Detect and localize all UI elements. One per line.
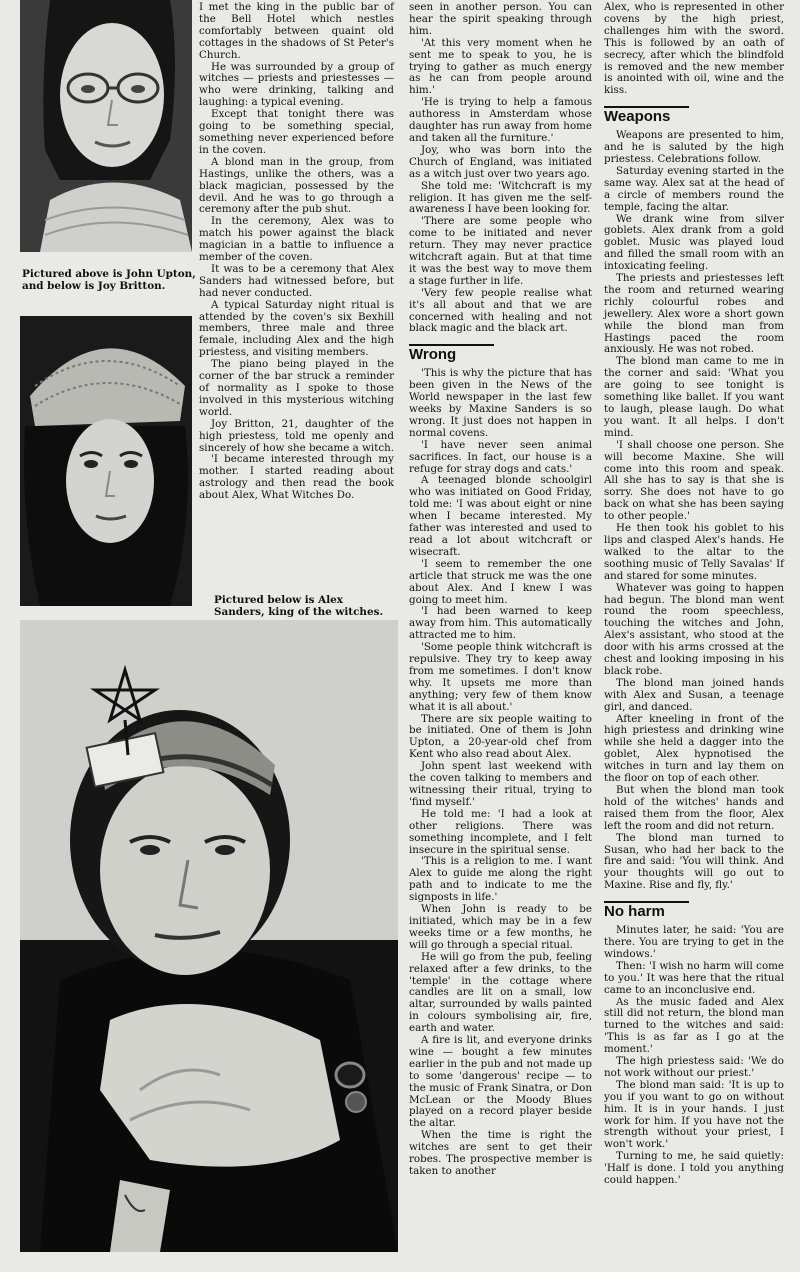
paragraph: 'I have never seen animal sacrifices. In fact, our house is a refuge for stray dogs and cats.' xyxy=(409,438,592,475)
paragraph: 'Some people think witchcraft is repulsive. They try to keep away from me sometimes. I don't know why. It upsets me more than anything; very few of them know what it is all about.' xyxy=(409,641,592,713)
paragraph: 'There are some people who come to be initiated and never return. They may never practice witchcraft again. But at that time it was the best way to move them a stage further in life. xyxy=(409,215,592,287)
paragraph: 'I shall choose one person. She will become Maxine. She will come into this room and speak. All she has to say is that she is sorry. She does not have to go back on what she has been saying to other people.' xyxy=(604,438,784,523)
paragraph: Saturday evening started in the same way. Alex sat at the head of a circle of members round the temple, facing the altar. xyxy=(604,164,784,213)
paragraph: 'I had been warned to keep away from him. This automatically attracted me to him. xyxy=(409,605,592,642)
paragraph: The priests and priestesses left the room and returned wearing richly colourful robes and jewellery. Alex wore a short gown while the blond man from Hastings paced the room anxiously. He was not robed. xyxy=(604,272,784,356)
article-column-3 xyxy=(604,2,784,1187)
paragraph: Then: 'I wish no harm will come to you.' It was here that the ritual came to an inconclusive end. xyxy=(604,959,784,996)
paragraph: 'This is a religion to me. I want Alex to guide me along the right path and to indicate to me the signposts in life.' xyxy=(409,855,592,904)
photo-john-upton xyxy=(20,0,192,252)
paragraph: He will go from the pub, feeling relaxed after a few drinks, to the 'temple' in the cottage where candles are lit on a small, low altar, surrounded by walls painted in colours symbolising air, fire, earth and water. xyxy=(409,950,592,1035)
paragraph: John spent last weekend with the coven talking to members and witnessing their ritual, trying to 'find myself.' xyxy=(409,760,592,808)
paragraph: As the music faded and Alex still did not return, the blond man turned to the witches and said: 'This is as far as I go at the moment.' xyxy=(604,995,784,1056)
caption-sanders: Pictured below is Alex Sanders, king of the witches. xyxy=(214,594,384,619)
paragraph: Joy Britton, 21, daughter of the high priestess, told me openly and sincerely of how she became a witch. xyxy=(199,417,395,454)
paragraph: Whatever was going to happen had begun. The blond man went round the room speechless, touching the witches and John, Alex's assistant, who stood at the door with his arms crossed at the chest and looking imposing in his black robe. xyxy=(604,581,784,677)
article-column-2 xyxy=(409,2,592,1178)
paragraph: A typical Saturday night ritual is attended by the coven's six Bexhill members, three male and three female, including Alex and the high priestess, and visiting members. xyxy=(199,298,394,359)
subheading-weapons: Weapons xyxy=(604,106,689,123)
paragraph: After kneeling in front of the high priestess and drinking wine while she held a dagger into the goblet, Alex hypnotised the witches in turn and lay them on the floor on top of each other. xyxy=(604,712,784,785)
article-column-1 xyxy=(199,2,394,502)
subheading-no-harm: No harm xyxy=(604,901,689,918)
paragraph: 'I became interested through my mother. I started reading about astrology and then read the book about Alex, What Witches Do. xyxy=(199,453,394,502)
paragraph: She told me: 'Witchcraft is my religion. It has given me the self-awareness I have been looking for. xyxy=(409,179,592,216)
paragraph: 'At this very moment when he sent me to speak to you, he is trying to gather as much energy as he can from people around him.' xyxy=(409,36,592,97)
photo-alex-sanders xyxy=(20,620,398,1252)
photo-joy-britton xyxy=(20,316,192,606)
paragraph: The blond man came to me in the corner and said: 'What you are going to see tonight is something like ballet. If you want to laugh, please laugh. Do what you want. It all helps. I don't mind. xyxy=(604,355,784,439)
paragraph: A fire is lit, and everyone drinks wine — bought a few minutes earlier in the pub and not made up to some 'dangerous' recipe — to the music of Frank Sinatra, or Don McLean or the Moody Blues played on a record player beside the altar. xyxy=(409,1034,592,1130)
paragraph: Alex, who is represented in other covens by the high priest, challenges him with the sword. This is followed by an oath of secrecy, after which the blindfold is removed and the new member is anointed with oil, wine and the kiss. xyxy=(604,1,784,97)
paragraph: It was to be a ceremony that Alex Sanders had witnessed before, but had never conducted. xyxy=(199,262,394,299)
paragraph: Weapons are presented to him, and he is saluted by the high priestess. Celebrations follow. xyxy=(604,129,784,165)
paragraph: A teenaged blonde schoolgirl who was initiated on Good Friday, told me: 'I was about eight or nine when I became interested. My father was interested and used to read a lot about witchcraft or wisecraft. xyxy=(409,474,592,558)
woman-with-glasses-image xyxy=(20,0,192,252)
paragraph: But when the blond man took hold of the witches' hands and raised them from the floor, Alex left the room and did not return. xyxy=(604,784,784,832)
paragraph: There are six people waiting to be initiated. One of them is John Upton, a 20-year-old chef from Kent who also read about Alex. xyxy=(409,712,592,761)
paragraph: In the ceremony, Alex was to match his power against the black magician in a battle to influence a member of the coven. xyxy=(199,215,394,264)
paragraph: Except that tonight there was going to be something special, something never experienced before in the coven. xyxy=(199,108,394,156)
subheading-wrong: Wrong xyxy=(409,344,494,361)
paragraph: The blond man said: 'It is up to you if you want to go on without him. It is in your hands. I just work for him. If you have not the strength without your priest, I won't work.' xyxy=(604,1078,784,1151)
woman-in-knitted-hat-image xyxy=(20,316,192,606)
paragraph: 'I seem to remember the one article that struck me was the one about Alex. And I knew I was going to meet him. xyxy=(409,557,592,606)
paragraph: The high priestess said: 'We do not work without our priest.' xyxy=(604,1055,784,1079)
paragraph: When John is ready to be initiated, which may be in a few weeks time or a few months, he will go through a special ritual. xyxy=(409,903,592,951)
paragraph: We drank wine from silver goblets. Alex drank from a gold goblet. Music was played loud and filled the small room with an intoxicating feeling. xyxy=(604,212,784,273)
caption-upton-britton: Pictured above is John Upton, and below is Joy Britton. xyxy=(22,268,196,293)
paragraph: He told me: 'I had a look at other religions. There was something incomplete, and I felt insecure in the spiritual sense. xyxy=(409,807,592,856)
paragraph: The piano being played in the corner of the bar struck a reminder of normality as I spoke to those involved in this mysterious witching world. xyxy=(199,358,394,418)
paragraph: When the time is right the witches are sent to get their robes. The prospective member is taken to another xyxy=(409,1129,592,1177)
paragraph: seen in another person. You can hear the spirit speaking through him. xyxy=(409,1,592,37)
paragraph: He was surrounded by a group of witches — priests and priestesses — who were drinking, talking and laughing: a typical evening. xyxy=(199,60,394,109)
paragraph: Joy, who was born into the Church of England, was initiated as a witch just over two years ago. xyxy=(409,143,592,180)
paragraph: The blond man joined hands with Alex and Susan, a teenage girl, and danced. xyxy=(604,676,784,713)
alex-sanders-with-pentagram-crown-image xyxy=(20,620,398,1252)
paragraph: He then took his goblet to his lips and clasped Alex's hands. He walked to the altar to the soothing music of Telly Savalas' If and stared for some minutes. xyxy=(604,522,784,582)
paragraph: Turning to me, he said quietly: 'Half is done. I told you anything could happen.' xyxy=(604,1150,784,1187)
paragraph: Minutes later, he said: 'You are there. You are trying to get in the windows.' xyxy=(604,924,784,960)
paragraph: 'He is trying to help a famous authoress in Amsterdam whose daughter has run away from home and taken all the furniture.' xyxy=(409,96,592,144)
paragraph: 'This is why the picture that has been given in the News of the World newspaper in the last few weeks by Maxine Sanders is so wrong. It just does not happen in normal covens. xyxy=(409,367,592,439)
paragraph: The blond man turned to Susan, who had her back to the fire and said: 'You will think. And your thoughts will go out to Maxine. Rise and fly, fly.' xyxy=(604,831,784,892)
paragraph: I met the king in the public bar of the Bell Hotel which nestles comfortably between quaint old cottages in the shadows of St Peter's Church. xyxy=(199,1,394,61)
paragraph: 'Very few people realise what it's all about and that we are concerned with healing and not black magic and the black art. xyxy=(409,286,592,335)
paragraph: A blond man in the group, from Hastings, unlike the others, was a black magician, possessed by the devil. And he was to go through a ceremony after the pub shut. xyxy=(199,155,394,216)
